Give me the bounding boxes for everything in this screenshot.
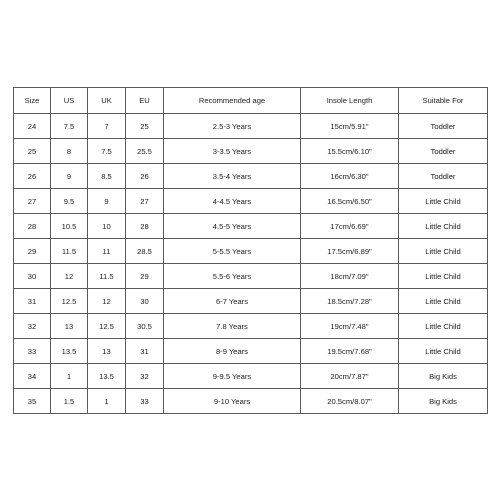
cell-uk: 10	[88, 214, 126, 239]
cell-uk: 12.5	[88, 314, 126, 339]
cell-insole-length: 15cm/5.91"	[301, 114, 399, 139]
cell-recommended-age: 4.5-5 Years	[164, 214, 301, 239]
table-row	[14, 389, 488, 414]
table-row	[14, 214, 488, 239]
cell-uk: 8.5	[88, 164, 126, 189]
table-row	[14, 339, 488, 364]
cell-insole-length: 16cm/6.30"	[301, 164, 399, 189]
cell-suitable-for: Little Child	[399, 339, 488, 364]
cell-us: 13.5	[51, 339, 88, 364]
cell-uk: 11	[88, 239, 126, 264]
cell-insole-length: 15.5cm/6.10"	[301, 139, 399, 164]
cell-us: 11.5	[51, 239, 88, 264]
cell-recommended-age: 4-4.5 Years	[164, 189, 301, 214]
cell-insole-length: 16.5cm/6.50"	[301, 189, 399, 214]
cell-recommended-age: 9-10 Years	[164, 389, 301, 414]
cell-size: 31	[14, 289, 51, 314]
cell-uk: 13	[88, 339, 126, 364]
table-row	[14, 139, 488, 164]
cell-size: 24	[14, 114, 51, 139]
header-insole-length: Insole Length	[301, 88, 399, 114]
cell-suitable-for: Toddler	[399, 139, 488, 164]
cell-suitable-for: Toddler	[399, 114, 488, 139]
cell-eu: 30	[126, 289, 164, 314]
cell-size: 30	[14, 264, 51, 289]
cell-recommended-age: 8-9 Years	[164, 339, 301, 364]
cell-eu: 30.5	[126, 314, 164, 339]
cell-recommended-age: 7.8 Years	[164, 314, 301, 339]
table-header-row	[14, 88, 488, 114]
table-row	[14, 364, 488, 389]
cell-us: 12.5	[51, 289, 88, 314]
cell-insole-length: 18.5cm/7.28"	[301, 289, 399, 314]
cell-insole-length: 19.5cm/7.68"	[301, 339, 399, 364]
cell-eu: 31	[126, 339, 164, 364]
cell-us: 13	[51, 314, 88, 339]
cell-us: 7.5	[51, 114, 88, 139]
cell-recommended-age: 5-5.5 Years	[164, 239, 301, 264]
cell-eu: 26	[126, 164, 164, 189]
cell-recommended-age: 2.5-3 Years	[164, 114, 301, 139]
cell-insole-length: 18cm/7.09"	[301, 264, 399, 289]
cell-suitable-for: Little Child	[399, 189, 488, 214]
cell-size: 26	[14, 164, 51, 189]
cell-uk: 7.5	[88, 139, 126, 164]
cell-suitable-for: Big Kids	[399, 364, 488, 389]
cell-uk: 13.5	[88, 364, 126, 389]
cell-us: 10.5	[51, 214, 88, 239]
cell-insole-length: 20cm/7.87"	[301, 364, 399, 389]
cell-eu: 25	[126, 114, 164, 139]
cell-eu: 28.5	[126, 239, 164, 264]
cell-uk: 1	[88, 389, 126, 414]
header-uk: UK	[88, 88, 126, 114]
header-us: US	[51, 88, 88, 114]
cell-eu: 28	[126, 214, 164, 239]
cell-insole-length: 19cm/7.48"	[301, 314, 399, 339]
header-eu: EU	[126, 88, 164, 114]
cell-eu: 32	[126, 364, 164, 389]
cell-size: 27	[14, 189, 51, 214]
header-recommended-age: Recommended age	[164, 88, 301, 114]
cell-suitable-for: Little Child	[399, 314, 488, 339]
cell-size: 33	[14, 339, 51, 364]
cell-uk: 9	[88, 189, 126, 214]
cell-uk: 11.5	[88, 264, 126, 289]
cell-us: 12	[51, 264, 88, 289]
cell-us: 8	[51, 139, 88, 164]
cell-suitable-for: Little Child	[399, 264, 488, 289]
cell-suitable-for: Big Kids	[399, 389, 488, 414]
cell-recommended-age: 3-3.5 Years	[164, 139, 301, 164]
cell-size: 34	[14, 364, 51, 389]
cell-suitable-for: Little Child	[399, 289, 488, 314]
size-chart-table	[13, 87, 488, 414]
cell-size: 32	[14, 314, 51, 339]
cell-size: 28	[14, 214, 51, 239]
table-row	[14, 314, 488, 339]
cell-eu: 27	[126, 189, 164, 214]
header-suitable-for: Suitable For	[399, 88, 488, 114]
cell-eu: 29	[126, 264, 164, 289]
cell-size: 25	[14, 139, 51, 164]
cell-us: 9.5	[51, 189, 88, 214]
cell-us: 1	[51, 364, 88, 389]
cell-us: 1.5	[51, 389, 88, 414]
cell-uk: 7	[88, 114, 126, 139]
table-row	[14, 289, 488, 314]
cell-us: 9	[51, 164, 88, 189]
cell-recommended-age: 9-9.5 Years	[164, 364, 301, 389]
table-row	[14, 189, 488, 214]
cell-size: 29	[14, 239, 51, 264]
table-body	[14, 114, 488, 414]
cell-insole-length: 20.5cm/8.07"	[301, 389, 399, 414]
cell-uk: 12	[88, 289, 126, 314]
header-size: Size	[14, 88, 51, 114]
cell-size: 35	[14, 389, 51, 414]
cell-recommended-age: 3.5-4 Years	[164, 164, 301, 189]
table-row	[14, 164, 488, 189]
cell-suitable-for: Little Child	[399, 239, 488, 264]
cell-insole-length: 17cm/6.69"	[301, 214, 399, 239]
cell-eu: 33	[126, 389, 164, 414]
cell-suitable-for: Toddler	[399, 164, 488, 189]
cell-recommended-age: 5.5-6 Years	[164, 264, 301, 289]
cell-suitable-for: Little Child	[399, 214, 488, 239]
table-row	[14, 239, 488, 264]
table-row	[14, 264, 488, 289]
cell-recommended-age: 6-7 Years	[164, 289, 301, 314]
cell-insole-length: 17.5cm/6.89"	[301, 239, 399, 264]
cell-eu: 25.5	[126, 139, 164, 164]
table-row	[14, 114, 488, 139]
